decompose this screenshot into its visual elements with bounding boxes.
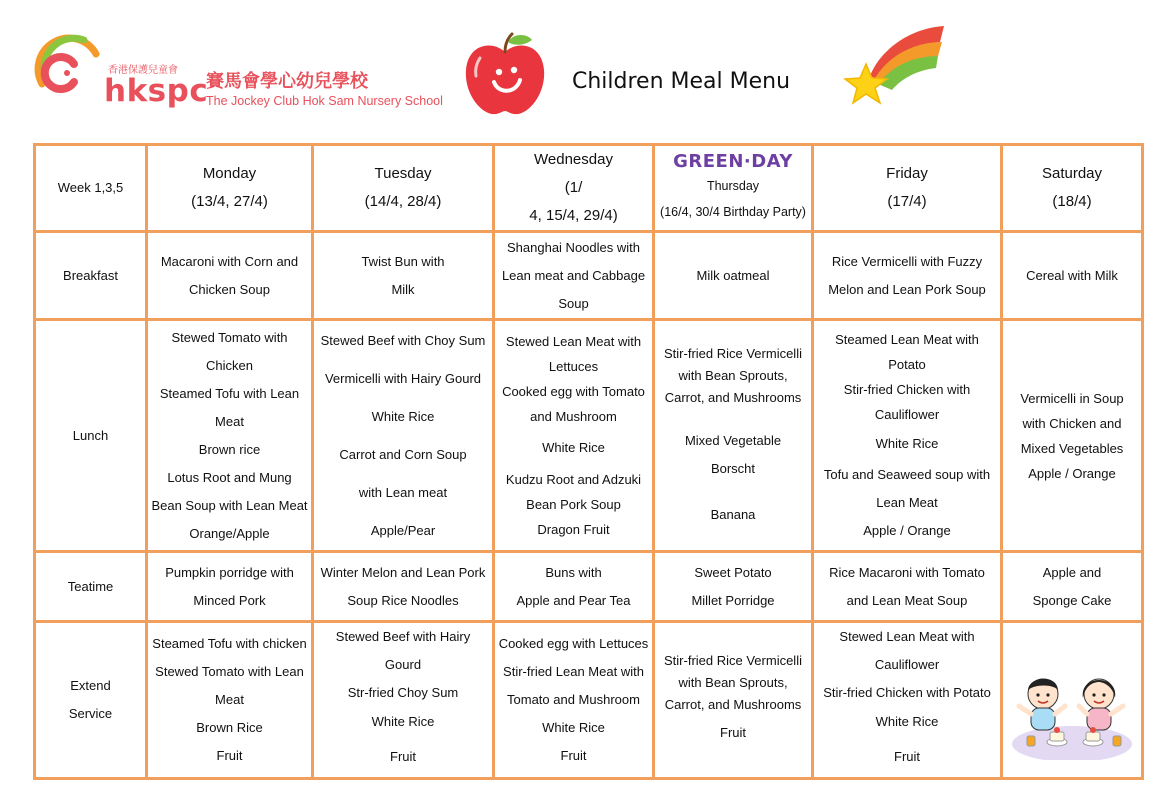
menu-item: Vermicelli with Hairy Gourd [324,370,482,386]
menu-cell [813,622,1002,779]
menu-item: Stir-fried Chicken with Potato [823,685,991,700]
menu-cell [313,320,494,552]
menu-item: Stir-fried Rice Vermicelli [664,653,802,668]
menu-cell [147,622,313,779]
menu-item: Apple and Pear Tea [516,592,631,608]
menu-item: White Rice [542,720,605,735]
wednesday-header-cell [494,145,654,232]
day-name: Thursday [706,179,760,193]
menu-item: with Bean Sprouts, [678,367,788,383]
menu-item: White Rice [542,440,605,455]
menu-item: Brown rice [198,441,261,457]
menu-item: Stir-fried Chicken with [843,381,971,397]
menu-item: Stir-fried Rice Vermicelli [664,345,802,361]
menu-item: with Bean Sprouts, [678,675,788,690]
menu-item: Chicken [206,357,253,373]
menu-item: Apple and [1042,564,1102,580]
menu-item: White Rice [875,435,939,451]
menu-item: Mixed Vegetables [1020,440,1124,456]
menu-item: Cauliflower [874,657,940,672]
menu-cell [813,552,1002,622]
menu-item: Fruit [720,725,746,740]
menu-item: Dragon Fruit [537,522,610,537]
menu-item: Lean meat and Cabbage [501,267,646,283]
menu-item: Twist Bun with [361,253,445,269]
menu-item: Chicken Soup [189,281,270,297]
menu-item: Banana [710,506,756,522]
tuesday-header-cell [313,145,494,232]
menu-item: Fruit [894,749,920,764]
menu-item: with Chicken and [1022,415,1122,431]
menu-item: White Rice [371,714,435,729]
school-logo [34,32,459,112]
day-dates-line2: 4, 15/4, 29/4) [529,207,618,224]
menu-item: Steamed Lean Meat with [835,331,979,347]
hkspc-logo-icon [34,32,114,112]
menu-item: and Mushroom [530,409,617,424]
menu-cell [1002,232,1143,320]
menu-item: Meat [215,413,244,429]
menu-item: Milk oatmeal [696,267,770,283]
menu-item: Stewed Lean Meat with [505,334,642,349]
row-label: Lunch [35,320,147,552]
extend-service-row [35,622,1143,779]
saturday-header-cell [1002,145,1143,232]
day-dates: (13/4, 27/4) [191,193,268,210]
menu-item: and Lean Meat Soup [846,592,968,608]
menu-item: Soup Rice Noodles [347,592,459,608]
school-name-english: The Jockey Club Hok Sam Nursery School [206,94,443,108]
menu-item: Orange/Apple [189,525,270,541]
spacer [657,483,809,501]
menu-item: Apple / Orange [863,522,951,538]
menu-item: Tofu and Seaweed soup with [823,466,991,482]
menu-item: Sponge Cake [1032,592,1112,608]
menu-cell [313,552,494,622]
menu-item: Meat [215,692,244,707]
menu-item: Cauliflower [874,406,940,422]
menu-cell [494,622,654,779]
menu-cell [813,232,1002,320]
menu-item: Millet Porridge [691,592,775,608]
menu-item: White Rice [875,714,939,729]
row-label-line: Extend [70,678,111,693]
menu-item: Carrot and Corn Soup [339,446,467,462]
row-label-line: Service [68,706,113,721]
menu-item: Lettuces [548,359,599,374]
menu-cell [1002,320,1143,552]
menu-cell [1002,622,1143,779]
menu-item: Cooked egg with Lettuces [498,636,649,651]
menu-item: Borscht [710,460,756,476]
menu-item: Tomato and Mushroom [507,692,640,707]
menu-item: Brown Rice [196,720,263,735]
week-header-cell: Week 1,3,5 [35,145,147,232]
menu-item: Bean Soup with Lean Meat [151,497,308,513]
menu-item: Cooked egg with Tomato [502,384,645,399]
menu-item: Str-fried Choy Sum [347,685,459,700]
day-dates: (18/4) [1052,193,1092,210]
menu-cell [654,622,813,779]
breakfast-row [35,232,1143,320]
menu-cell [654,552,813,622]
thursday-header-cell [654,145,813,232]
children-eating-icon [1009,640,1135,760]
menu-item: Lotus Root and Mung [167,469,292,485]
menu-item: Fruit [560,748,587,763]
menu-cell [494,552,654,622]
menu-cell [313,232,494,320]
menu-item: Gourd [384,657,422,672]
menu-item: with Lean meat [358,484,448,500]
menu-cell [654,320,813,552]
menu-item: Stewed Lean Meat with [839,629,975,644]
lunch-row [35,320,1143,552]
table-header-row [35,145,1143,232]
menu-item: Fruit [216,748,243,763]
menu-item: Carrot, and Mushrooms [664,697,802,712]
menu-item: Kudzu Root and Adzuki [505,472,642,487]
page-title: Children Meal Menu [572,69,791,94]
logo-chinese-small: 香港保護兒童會 [108,65,178,76]
teatime-row [35,552,1143,622]
smiling-apple-icon [462,30,548,118]
menu-cell [313,622,494,779]
menu-cell [494,232,654,320]
shooting-star-icon [840,20,950,112]
menu-item: Stewed Beef with Hairy [335,629,471,644]
menu-item: Macaroni with Corn and [160,253,299,269]
spacer [657,409,809,427]
day-name: Saturday [1041,165,1103,182]
menu-item: Soup [558,295,589,311]
menu-item: Melon and Lean Pork Soup [828,281,986,297]
menu-item: Stewed Tomato with [171,329,288,345]
day-dates-line1: (1/ [564,179,583,196]
meal-menu-table [33,143,1144,780]
menu-item: Carrot, and Mushrooms [664,389,802,405]
menu-item: Milk [391,281,415,297]
menu-item: Pumpkin porridge with [165,564,294,580]
menu-cell [147,320,313,552]
menu-item: Apple/Pear [370,522,436,538]
day-name: Tuesday [374,165,432,182]
menu-item: Fruit [390,749,416,764]
menu-item: Cereal with Milk [1026,267,1118,283]
day-dates: (17/4) [887,193,927,210]
menu-item: Shanghai Noodles with [507,239,640,255]
menu-item: Buns with [545,564,602,580]
day-name: Monday [202,165,257,182]
day-dates: (16/4, 30/4 Birthday Party) [660,205,806,219]
day-dates: (14/4, 28/4) [364,193,442,210]
menu-cell [147,232,313,320]
menu-item: Apple / Orange [1028,465,1116,481]
row-label: Teatime [35,552,147,622]
menu-item: Vermicelli in Soup [1020,390,1124,406]
menu-item: Stewed Beef with Choy Sum [320,332,486,348]
green-day-badge: GREEN·DAY [673,151,793,172]
menu-cell [654,232,813,320]
menu-item: Sweet Potato [694,564,772,580]
menu-item: Minced Pork [193,592,266,608]
menu-item: Rice Vermicelli with Fuzzy [831,253,983,269]
menu-item: Steamed Tofu with Lean [159,385,300,401]
logo-wordmark: hkspc [104,73,209,109]
menu-item: Steamed Tofu with chicken [152,636,307,651]
menu-item: Rice Macaroni with Tomato [829,564,985,580]
menu-item: Stir-fried Lean Meat with [503,664,644,679]
menu-item: Winter Melon and Lean Pork [320,564,486,580]
menu-item: White Rice [371,408,435,424]
menu-cell [813,320,1002,552]
friday-header-cell [813,145,1002,232]
menu-cell [1002,552,1143,622]
row-label [35,622,147,779]
monday-header-cell [147,145,313,232]
row-label: Breakfast [35,232,147,320]
menu-item: Potato [888,356,926,372]
school-name-chinese: 賽馬會學心幼兒學校 [206,71,368,91]
menu-item: Stewed Tomato with Lean [155,664,304,679]
day-name: Wednesday [534,151,613,168]
day-name: Friday [886,165,928,182]
menu-item: Mixed Vegetable [684,432,782,448]
menu-cell [494,320,654,552]
menu-item: Lean Meat [876,494,938,510]
menu-cell [147,552,313,622]
menu-item: Bean Pork Soup [526,497,621,512]
